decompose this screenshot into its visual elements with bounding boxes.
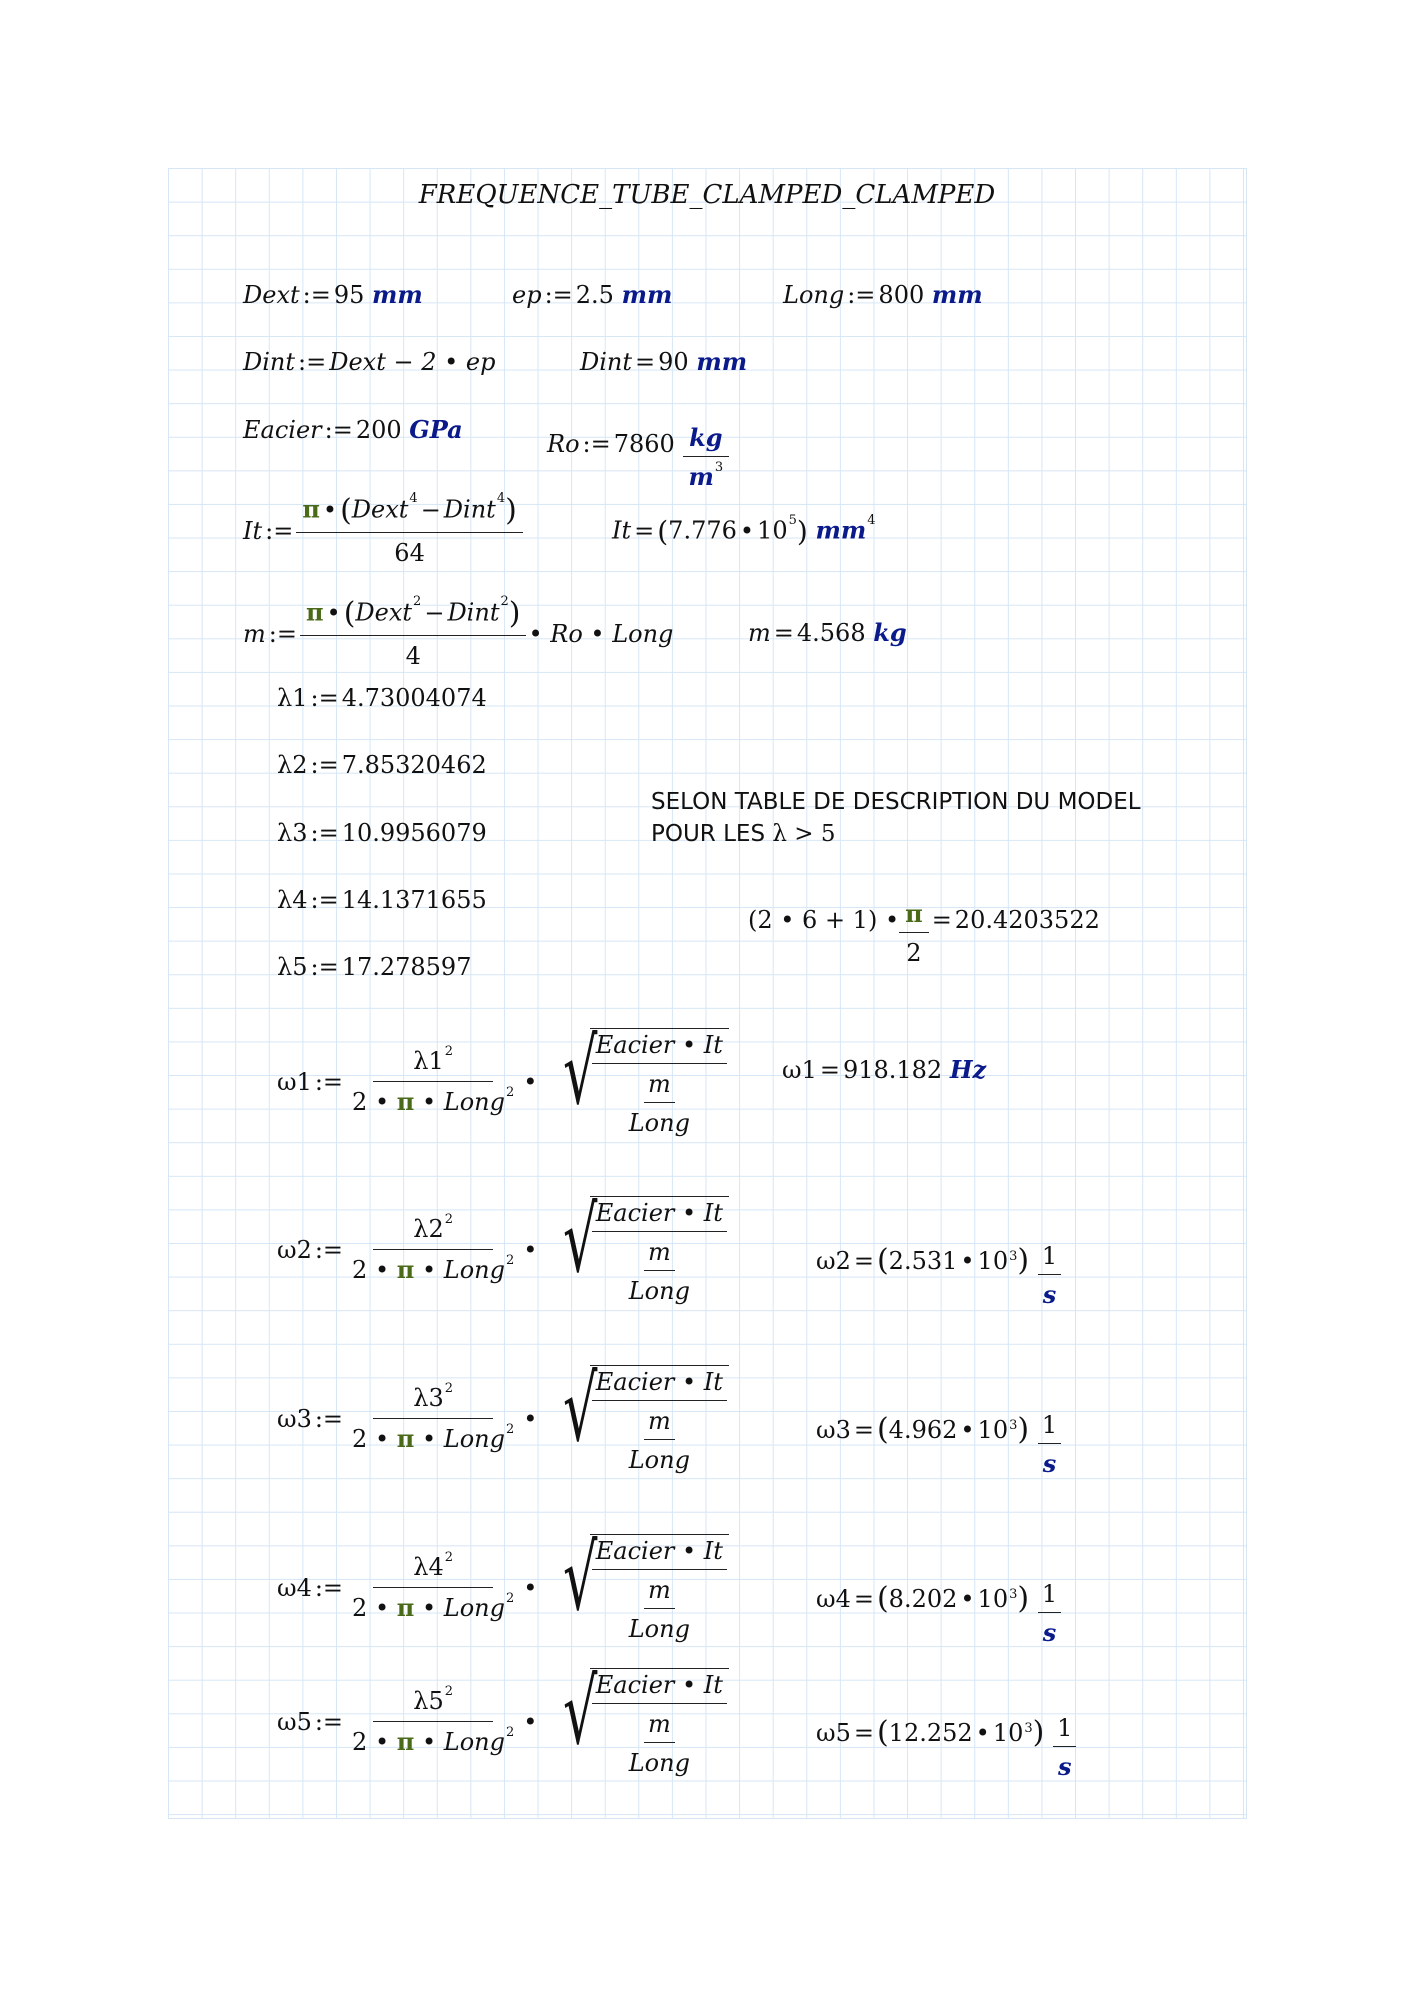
it-fraction	[296, 491, 523, 567]
den-exponent: 2	[505, 1422, 515, 1437]
exponent: 2	[444, 1212, 454, 1227]
model-note[interactable]	[651, 786, 1141, 850]
term-a: Dext	[351, 495, 409, 524]
den-exponent: 2	[505, 1253, 515, 1268]
unit-numerator: 1	[1053, 1716, 1076, 1747]
var-name: Dint	[580, 348, 633, 376]
eval-op: =	[931, 905, 952, 934]
assign-op: :=	[268, 619, 297, 648]
assign-op: :=	[324, 416, 353, 444]
dot-op: •	[739, 516, 755, 545]
assign-op: :=	[847, 281, 876, 309]
exponent: 3	[1024, 1721, 1033, 1736]
base: 10	[977, 1415, 1009, 1444]
lambda-ref: λ5	[413, 1687, 444, 1715]
radicand-numerator: Eacier • It	[592, 1370, 727, 1401]
assign-op: :=	[544, 281, 573, 309]
close-paren: )	[1032, 1714, 1045, 1750]
open-paren: (	[343, 596, 356, 631]
lambda-6-estimate[interactable]	[748, 874, 1100, 965]
square-root	[540, 1020, 729, 1137]
assign-op: :=	[314, 1573, 344, 1602]
unit-denominator: s	[1058, 1752, 1072, 1781]
value: 200	[355, 416, 402, 444]
dot-op: •	[960, 1246, 975, 1275]
var-name: It	[612, 516, 632, 545]
base: 10	[977, 1584, 1009, 1613]
radicand	[590, 1365, 729, 1472]
exponent: 3	[1009, 1418, 1018, 1433]
lambda-fraction	[346, 1044, 520, 1116]
unit-fraction	[682, 423, 729, 491]
radicand-denominator	[623, 1232, 696, 1303]
value: 4.568	[796, 619, 866, 647]
unit: Hz	[949, 1055, 987, 1084]
close-paren: )	[1017, 1242, 1030, 1278]
unit-denominator	[682, 457, 729, 489]
lambda-ref: λ1	[413, 1047, 444, 1075]
exponent: 2	[444, 1550, 454, 1565]
assign-op: :=	[310, 751, 339, 779]
den-prefix: 2 •	[352, 1728, 390, 1756]
m-over-long	[623, 1240, 696, 1303]
unit-base: m	[688, 462, 714, 491]
worksheet-title: FREQUENCE_TUBE_CLAMPED_CLAMPED	[418, 180, 996, 210]
expression: (2 • 6 + 1) •	[748, 905, 900, 934]
omega-5-definition[interactable]	[277, 1660, 729, 1777]
unit: mm	[931, 280, 983, 309]
mass-fraction	[300, 594, 527, 670]
numerator	[373, 1212, 493, 1250]
assign-op: :=	[310, 819, 339, 847]
close-paren: )	[508, 596, 521, 631]
eval-op: =	[853, 1718, 874, 1747]
var-name: ω3	[816, 1415, 851, 1444]
eval-op: =	[853, 1584, 874, 1613]
m-term: m	[644, 1072, 675, 1103]
mantissa: 4.962	[888, 1415, 958, 1444]
exponent: 3	[1009, 1587, 1018, 1602]
lambda-5-definition[interactable]	[277, 955, 471, 979]
long-term: Long	[628, 1277, 690, 1305]
omega-4-definition[interactable]	[277, 1526, 729, 1643]
unit: mm	[621, 280, 673, 309]
dot-op: •	[975, 1718, 990, 1747]
assign-op: :=	[310, 684, 339, 712]
open-paren: (	[657, 515, 669, 548]
dext-definition[interactable]	[243, 280, 423, 309]
den-exponent: 2	[505, 1591, 515, 1606]
base: 10	[992, 1718, 1024, 1747]
eval-op: =	[773, 619, 794, 647]
pi-symbol: π	[302, 494, 320, 524]
square-root	[540, 1357, 729, 1474]
note-condition: λ > 5	[772, 821, 836, 847]
var-name: ep	[512, 281, 542, 309]
var-name: ω5	[816, 1718, 851, 1747]
assign-op: :=	[314, 1707, 344, 1736]
radicand	[590, 1534, 729, 1641]
mantissa: 8.202	[888, 1584, 958, 1613]
radicand-numerator: Eacier • It	[592, 1033, 727, 1064]
var-name: m	[748, 619, 771, 647]
open-paren: (	[876, 1580, 889, 1616]
open-paren: (	[876, 1242, 889, 1278]
unit: kg	[873, 618, 907, 647]
result: 20.4203522	[954, 905, 1100, 934]
ep-definition[interactable]	[512, 280, 673, 309]
unit-fraction	[1037, 1582, 1063, 1645]
pi-symbol: π	[396, 1087, 415, 1116]
omega-2-result[interactable]	[816, 1214, 1062, 1307]
value: 14.1371655	[341, 886, 487, 914]
numerator	[373, 1044, 493, 1082]
square-root	[540, 1188, 729, 1305]
mass-definition[interactable]	[243, 594, 674, 670]
close-paren: )	[1017, 1411, 1030, 1447]
lambda-fraction	[346, 1684, 520, 1756]
long-term: Long	[628, 1749, 690, 1777]
pi-symbol: π	[396, 1727, 415, 1756]
denominator	[346, 1082, 520, 1114]
close-paren: )	[505, 493, 517, 528]
den-suffix: • Long	[421, 1728, 505, 1756]
var-name: Dint	[243, 348, 296, 376]
unit: mm	[815, 515, 867, 545]
var-name: λ4	[277, 886, 308, 914]
assign-op: :=	[265, 516, 294, 545]
m-term: m	[644, 1712, 675, 1743]
lambda-ref: λ2	[413, 1215, 444, 1243]
eval-op: =	[853, 1415, 874, 1444]
radical-icon: √	[563, 1357, 598, 1462]
eval-op: =	[853, 1246, 874, 1275]
eval-op: =	[634, 516, 655, 545]
exp-b: 4	[496, 491, 506, 506]
lambda-ref: λ4	[413, 1553, 444, 1581]
pi-symbol: π	[396, 1593, 415, 1622]
denominator: 64	[394, 539, 425, 567]
omega-1-definition[interactable]	[277, 1020, 729, 1137]
omega-1-result[interactable]	[782, 1055, 987, 1084]
eval-op: =	[819, 1056, 840, 1084]
unit-denominator: s	[1042, 1280, 1057, 1309]
value: 10.9956079	[341, 819, 487, 847]
var-name: λ5	[277, 953, 308, 981]
lambda-fraction	[346, 1550, 520, 1622]
term-a: Dext	[355, 598, 413, 627]
dot-op: •	[523, 1404, 538, 1433]
var-name: ω4	[816, 1584, 851, 1613]
pi-over-2	[899, 899, 929, 967]
radical-icon: √	[563, 1660, 598, 1765]
unit: mm	[372, 280, 423, 309]
dot-op: •	[960, 1584, 975, 1613]
value: 2.5	[575, 281, 614, 309]
mass-result[interactable]	[748, 618, 907, 647]
lambda-fraction	[346, 1212, 520, 1284]
unit: mm	[696, 347, 748, 376]
denominator	[346, 1722, 520, 1754]
dint-result[interactable]	[580, 347, 748, 376]
den-prefix: 2 •	[352, 1256, 390, 1284]
value: 90	[658, 348, 689, 376]
assign-op: :=	[314, 1235, 344, 1264]
numerator	[373, 1381, 493, 1419]
term-b: Dint	[443, 495, 496, 524]
radicand-denominator	[623, 1570, 696, 1641]
ro-definition[interactable]	[547, 398, 729, 489]
mantissa: 2.531	[888, 1246, 958, 1275]
var-name: Eacier	[243, 416, 322, 444]
dot-op: •	[523, 1573, 538, 1602]
var-name: It	[243, 516, 263, 545]
var-name: m	[243, 619, 266, 648]
unit-denominator: s	[1042, 1449, 1057, 1478]
exp-b: 2	[500, 594, 509, 609]
dint-definition[interactable]	[243, 350, 495, 374]
var-name: ω1	[277, 1067, 312, 1096]
term-b: Dint	[447, 598, 500, 627]
lambda-3-definition[interactable]	[277, 821, 487, 845]
var-name: ω5	[277, 1707, 312, 1736]
exponent: 2	[444, 1684, 454, 1699]
expression: Dext − 2 • ep	[329, 348, 496, 376]
unit-numerator: 1	[1038, 1582, 1061, 1613]
note-line-2	[651, 818, 1141, 850]
close-paren: )	[796, 515, 808, 548]
denominator	[346, 1250, 520, 1282]
dot-op: •	[523, 1235, 538, 1264]
minus-op: −	[420, 495, 441, 524]
dot-op: •	[523, 1067, 538, 1096]
mantissa: 12.252	[888, 1718, 973, 1747]
pi-symbol: π	[396, 1424, 415, 1453]
long-term: Long	[628, 1446, 690, 1474]
den-exponent: 2	[505, 1725, 515, 1740]
omega-4-result[interactable]	[816, 1552, 1062, 1645]
numerator	[373, 1684, 493, 1722]
radicand	[590, 1668, 729, 1775]
value: 95	[333, 281, 365, 309]
unit-exponent: 3	[714, 460, 724, 475]
m-term: m	[644, 1240, 675, 1271]
omega-2-definition[interactable]	[277, 1188, 729, 1305]
dot-op: •	[960, 1415, 975, 1444]
den-suffix: • Long	[421, 1594, 505, 1622]
m-over-long	[623, 1409, 696, 1472]
numerator	[300, 594, 527, 636]
numerator	[373, 1550, 493, 1588]
exponent: 5	[788, 513, 797, 528]
lambda-4-definition[interactable]	[277, 888, 487, 912]
radical-icon: √	[563, 1188, 598, 1293]
unit-fraction	[1037, 1413, 1063, 1476]
omega-3-result[interactable]	[816, 1383, 1062, 1476]
den-prefix: 2 •	[352, 1425, 390, 1453]
assign-op: :=	[310, 886, 339, 914]
radicand	[590, 1028, 729, 1135]
value: 7.85320462	[341, 751, 487, 779]
unit-numerator: 1	[1038, 1413, 1061, 1444]
pi-symbol: π	[396, 1255, 415, 1284]
eacier-definition[interactable]	[243, 415, 463, 444]
unit-exponent: 4	[867, 513, 876, 528]
exp-a: 4	[409, 491, 418, 506]
unit-numerator: kg	[683, 426, 728, 457]
assign-op: :=	[298, 348, 327, 376]
value: 17.278597	[341, 953, 472, 981]
lambda-ref: λ3	[413, 1384, 444, 1412]
var-name: Long	[783, 281, 845, 309]
denominator	[346, 1588, 520, 1620]
m-over-long	[623, 1578, 696, 1641]
lambda-1-definition[interactable]	[277, 686, 487, 710]
mantissa: 7.776	[668, 516, 737, 545]
var-name: λ3	[277, 819, 308, 847]
radical-icon: √	[563, 1020, 598, 1125]
m-over-long	[623, 1072, 696, 1135]
eval-op: =	[635, 348, 656, 376]
open-paren: (	[876, 1411, 889, 1447]
den-suffix: • Long	[421, 1088, 505, 1116]
var-name: ω3	[277, 1404, 312, 1433]
square-root	[540, 1526, 729, 1643]
assign-op: :=	[582, 429, 611, 458]
omega-3-definition[interactable]	[277, 1357, 729, 1474]
unit: GPa	[409, 415, 463, 444]
value: 800	[878, 281, 925, 309]
long-term: Long	[628, 1109, 690, 1137]
den-suffix: • Long	[421, 1425, 505, 1453]
m-over-long	[623, 1712, 696, 1775]
exp-a: 2	[413, 594, 422, 609]
tail-expression: • Ro • Long	[528, 619, 674, 648]
omega-5-result[interactable]	[816, 1686, 1078, 1779]
var-name: ω4	[277, 1573, 312, 1602]
it-result[interactable]	[612, 513, 876, 548]
var-name: ω2	[277, 1235, 312, 1264]
radicand-numerator: Eacier • It	[592, 1201, 727, 1232]
unit-fraction	[1037, 1244, 1063, 1307]
radical-icon: √	[563, 1526, 598, 1631]
radicand-denominator	[623, 1064, 696, 1135]
radicand-numerator: Eacier • It	[592, 1539, 727, 1570]
it-definition[interactable]	[243, 491, 523, 567]
lambda-fraction	[346, 1381, 520, 1453]
assign-op: :=	[302, 281, 331, 309]
numerator	[296, 491, 523, 533]
var-name: λ1	[277, 684, 308, 712]
radicand-denominator	[623, 1401, 696, 1472]
denominator: 4	[405, 642, 421, 670]
m-term: m	[644, 1578, 675, 1609]
dot-op: •	[326, 598, 341, 627]
radicand	[590, 1196, 729, 1303]
value: 7860	[613, 429, 675, 458]
square-root	[540, 1660, 729, 1777]
pi-symbol: π	[899, 902, 929, 933]
assign-op: :=	[314, 1404, 344, 1433]
value: 4.73004074	[341, 684, 487, 712]
var-name: λ2	[277, 751, 308, 779]
exponent: 2	[444, 1381, 454, 1396]
denominator: 2	[906, 939, 922, 967]
den-prefix: 2 •	[352, 1594, 390, 1622]
den-suffix: • Long	[421, 1256, 505, 1284]
radicand-numerator: Eacier • It	[592, 1673, 727, 1704]
unit-numerator: 1	[1038, 1244, 1061, 1275]
var-name: Dext	[243, 281, 300, 309]
base: 10	[757, 516, 788, 545]
assign-op: :=	[310, 953, 339, 981]
long-term: Long	[628, 1615, 690, 1643]
denominator	[346, 1419, 520, 1451]
den-prefix: 2 •	[352, 1088, 390, 1116]
base: 10	[977, 1246, 1009, 1275]
close-paren: )	[1017, 1580, 1030, 1616]
unit-denominator: s	[1042, 1618, 1057, 1647]
pi-symbol: π	[305, 597, 324, 627]
lambda-2-definition[interactable]	[277, 753, 487, 777]
var-name: ω2	[816, 1246, 851, 1275]
minus-op: −	[424, 598, 445, 627]
value: 918.182	[842, 1056, 943, 1084]
var-name: Ro	[547, 429, 580, 458]
var-name: ω1	[782, 1056, 817, 1084]
dot-op: •	[322, 495, 338, 524]
long-definition[interactable]	[783, 280, 983, 309]
exponent: 2	[444, 1044, 454, 1059]
note-prefix: POUR LES	[651, 821, 766, 847]
open-paren: (	[876, 1714, 889, 1750]
dot-op: •	[523, 1707, 538, 1736]
open-paren: (	[340, 493, 352, 528]
assign-op: :=	[314, 1067, 344, 1096]
m-term: m	[644, 1409, 675, 1440]
exponent: 3	[1009, 1249, 1018, 1264]
den-exponent: 2	[505, 1085, 515, 1100]
note-line-1: SELON TABLE DE DESCRIPTION DU MODEL	[651, 789, 1141, 815]
unit-fraction	[1052, 1716, 1078, 1779]
radicand-denominator	[623, 1704, 696, 1775]
